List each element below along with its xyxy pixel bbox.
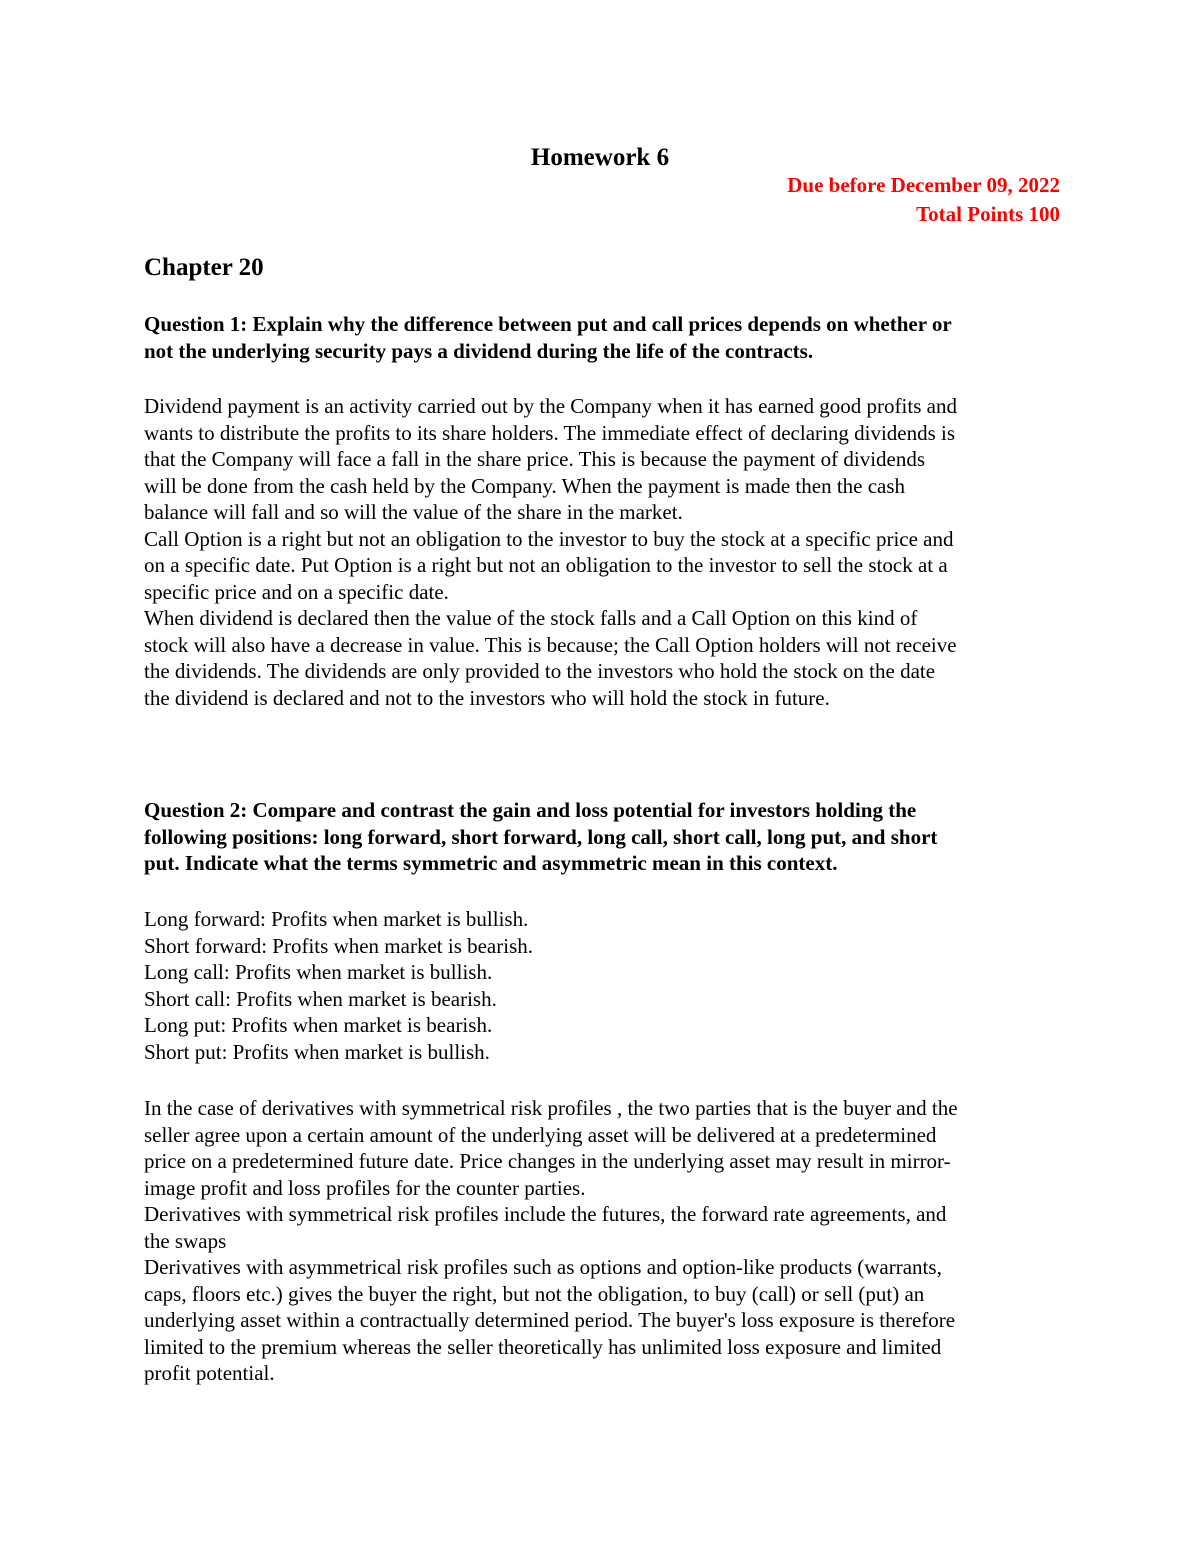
position-item: Short forward: Profits when market is bearish. [144, 933, 534, 958]
question-2 [144, 797, 1064, 877]
due-date: Due before December 09, 2022 [787, 173, 1060, 197]
total-points: Total Points 100 [916, 202, 1060, 226]
answer-line: will be done from the cash held by the Company. When the payment is made then the cash [144, 473, 906, 498]
position-item: Long call: Profits when market is bullish. [144, 960, 493, 984]
answer-line: seller agree upon a certain amount of the underlying asset will be delivered at a predetermined [144, 1122, 937, 1147]
answer-line: price on a predetermined future date. Price changes in the underlying asset may result in mirror- [144, 1149, 951, 1173]
answer-line: that the Company will face a fall in the share price. This is because the payment of dividends [144, 447, 926, 471]
position-item: Short put: Profits when market is bullish. [144, 1039, 490, 1064]
answer-line: image profit and loss profiles for the counter parties. [144, 1175, 586, 1200]
question-2-line: Question 2: Compare and contrast the gain and loss potential for investors holding the [144, 798, 917, 822]
answer-line: caps, floors etc.) gives the buyer the right, but not the obligation, to buy (call) or sell (put) an [144, 1281, 925, 1306]
chapter-heading: Chapter 20 [144, 254, 264, 281]
answer-line: stock will also have a decrease in value. This is because; the Call Option holders will not receive [144, 632, 957, 657]
answer-line: Dividend payment is an activity carried out by the Company when it has earned good profits and [144, 394, 957, 418]
answer-line: the dividend is declared and not to the investors who will hold the stock in future. [144, 685, 830, 710]
answer-line: on a specific date. Put Option is a right but not an obligation to the investor to sell the stock at a [144, 553, 948, 577]
answer-line: specific price and on a specific date. [144, 579, 449, 604]
question-1-line: not the underlying security pays a dividend during the life of the contracts. [144, 338, 814, 363]
answer-line: In the case of derivatives with symmetrical risk profiles , the two parties that is the buyer and the [144, 1096, 958, 1120]
answer-line: the swaps [144, 1228, 227, 1253]
page-title: Homework 6 [530, 144, 670, 171]
answer-line: Derivatives with asymmetrical risk profiles such as options and option-like products (warrants, [144, 1255, 942, 1279]
position-item: Long put: Profits when market is bearish. [144, 1013, 493, 1037]
position-item: Short call: Profits when market is bearish. [144, 986, 497, 1011]
answer-line: limited to the premium whereas the seller theoretically has unlimited loss exposure and limited [144, 1334, 942, 1359]
answer-line: profit potential. [144, 1361, 275, 1385]
answer-line: When dividend is declared then the value of the stock falls and a Call Option on this kind of [144, 606, 918, 630]
answer-line: wants to distribute the profits to its share holders. The immediate effect of declaring dividends is [144, 420, 956, 445]
due-info [787, 171, 1060, 229]
answer-line: Derivatives with symmetrical risk profiles include the futures, the forward rate agreements, and [144, 1202, 947, 1226]
question-1-answer [144, 393, 1064, 711]
answer-line: underlying asset within a contractually determined period. The buyer's loss exposure is therefore [144, 1308, 956, 1332]
answer-line: balance will fall and so will the value of the share in the market. [144, 500, 683, 524]
question-2-line: put. Indicate what the terms symmetric and asymmetric mean in this context. [144, 851, 838, 875]
answer-line: the dividends. The dividends are only provided to the investors who hold the stock on the date [144, 659, 936, 683]
question-2-answer [144, 1095, 1064, 1387]
position-item: Long forward: Profits when market is bullish. [144, 907, 529, 931]
answer-line: Call Option is a right but not an obligation to the investor to buy the stock at a specific price and [144, 526, 954, 551]
positions-list [144, 906, 1064, 1065]
question-1-line: Question 1: Explain why the difference between put and call prices depends on whether or [144, 312, 952, 336]
question-2-line: following positions: long forward, short forward, long call, short call, long put, and short [144, 824, 938, 849]
question-1 [144, 311, 1064, 364]
